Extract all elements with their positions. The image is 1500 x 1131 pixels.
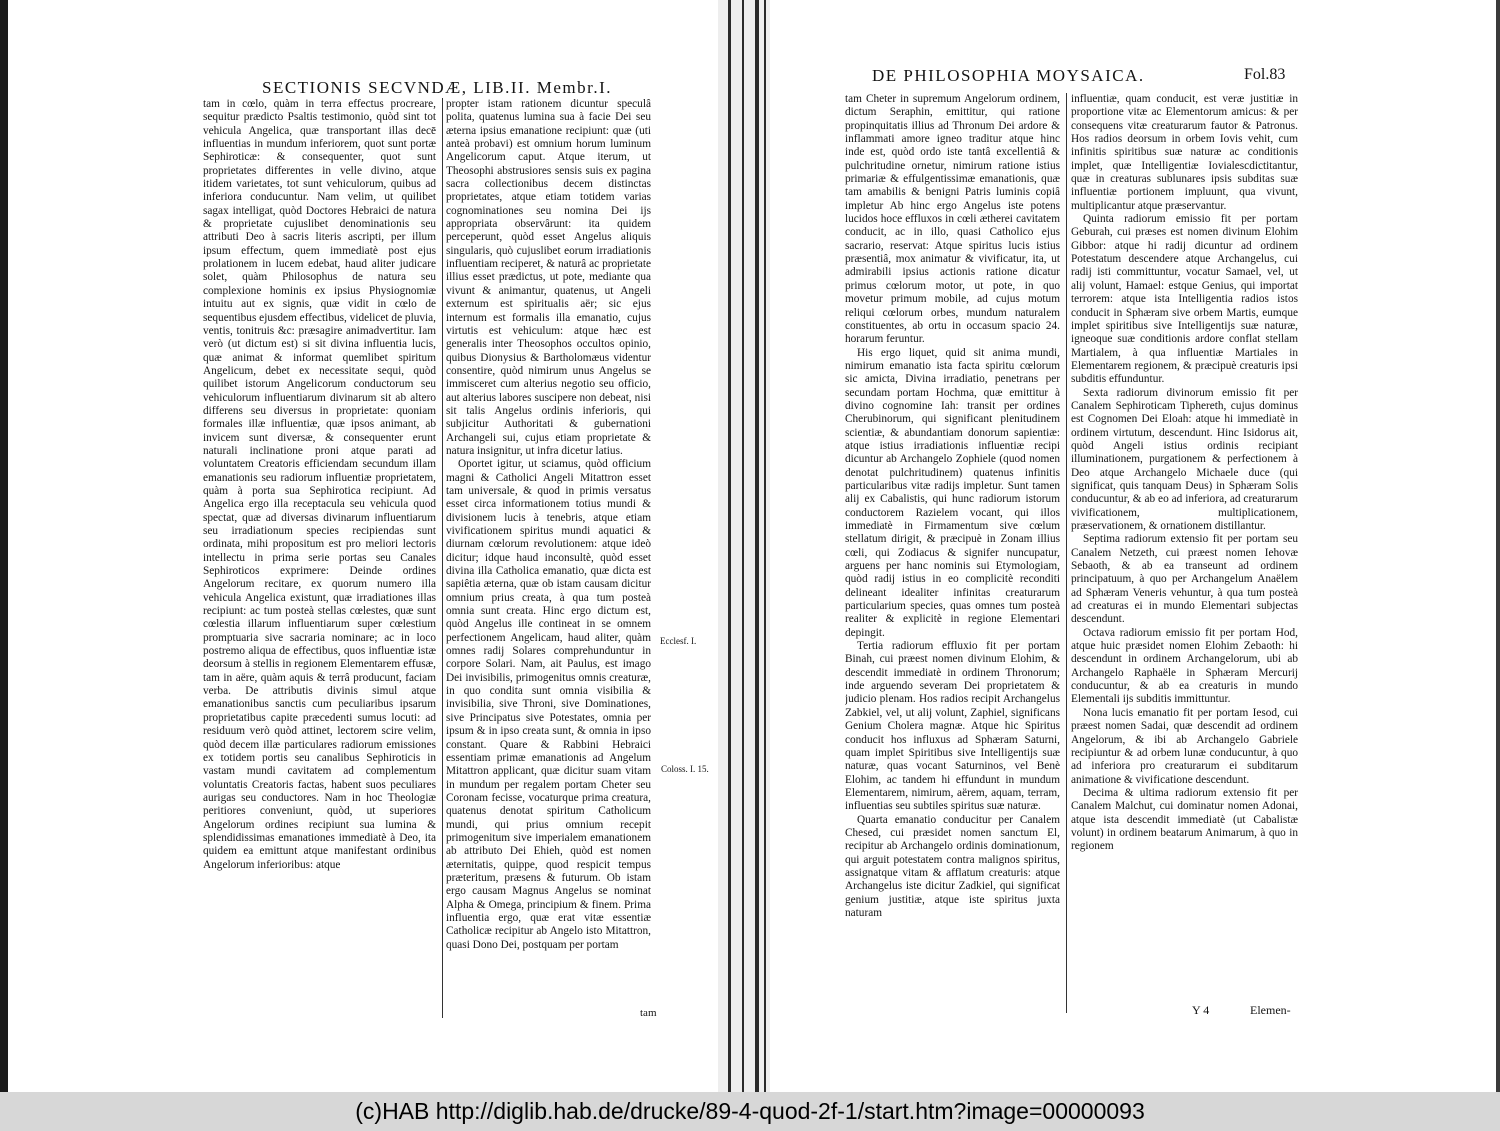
book-gutter	[718, 0, 770, 1092]
right-page-header: DE PHILOSOPHIA MOYSAICA.	[872, 66, 1145, 85]
paragraph: Tertia radiorum effluxio fit per portam Binah, cui præest nomen divinum Elohim, & descendit immediatè in ordinem Thronorum; inde arguendo severam Dei proprietatem & judicio plenam. Hos radios recipit Archangelus Zabkiel, vel, ut alij volunt, Zaphiel, significans Genium Cholera magnæ. Atque hic Spiritus conducit hos influxus ad Sphæram Saturni, quam implet Spiritibus sive Intelligentijs suæ naturæ, quas vocant Saturninos, vel Benè Elohim, ac tandem hi effundunt in mundum Elementarem, nimirum, aërem, aquam, terram, influentias seu subtiles spiritus suæ naturæ.	[845, 640, 1060, 813]
gutter-shadow	[742, 0, 744, 1092]
left-page-column-1	[203, 98, 436, 1010]
paragraph: His ergo liquet, quid sit anima mundi, nimirum emanatio ista facta spiritu cœlorum sic amicta, Divina irradiatio, penetrans per secundam portam Hochma, quæ emittitur à divino cognomine Iah: transit per ordines Cherubinorum, qui significant plenitudinem scientiæ, & abundantiam donorum sapientiæ: atque istius irradiationis influentiæ recipi dicuntur ab Archangelo Zophiele (quod nomen denotat pulchritudinem) quatenus infinitis particularibus vitæ radijs impletur. Sunt tamen alij ex Cabalistis, qui hunc radiorum istorum conductorem Razielem vocant, qui illos immediatè in Firmamentum sive cœlum stellatum dirigit, & præcipuè in Zonam illius cœli, qui Zodiacus & signifer nuncupatur, arguens per hanc nominis sui Etymologiam, quòd radij istius in eo complicitè reconditi delineant idealiter infinitas creaturarum particularium species, quas omnes tum posteà realiter & explicitè in regione Elementari depingit.	[845, 346, 1060, 639]
signature-mark: Y 4	[1192, 1003, 1210, 1017]
right-page-column-2	[1071, 93, 1298, 993]
paragraph: Decima & ultima radiorum extensio fit per Canalem Malchut, cui dominatur nomen Adonai, atque ista descendit immediatè (ut Cabalistæ volunt) in ordinem beatarum Animarum, à quo in regionem	[1071, 786, 1298, 853]
copyright-banner	[0, 1092, 1500, 1131]
paragraph: Quinta radiorum emissio fit per portam Geburah, cui præses est nomen divinum Elohim Gibbor: atque hi radij dicuntur ad ordinem Potestatum descendere atque Archangelus, cui radij isti committuntur, vocatur Samael, vel, ut alij volunt, Hamael: estque Genius, qui importat terrorem: atque ista Intelligentia radios istos conducit in Sphæram sive orbem Martis, eumque implet spiritibus sive Intelligentijs suæ naturæ, igneoque suæ conditionis ardore conflat stellam Martialem, à qua influentiæ Martiales in Elementarem regionem, & præcipuè creaturis ipsi subditis effunduntur.	[1071, 213, 1298, 386]
margin-note: Coloss. I. 15.	[661, 764, 709, 774]
gutter-shadow	[755, 0, 759, 1092]
catchword: tam	[640, 1007, 657, 1019]
catchword: Elemen-	[1250, 1003, 1291, 1017]
copyright-text: (c)HAB http://diglib.hab.de/drucke/89-4-quod-2f-1/start.htm?image=00000093	[355, 1098, 1145, 1124]
paragraph: influentiæ, quam conducit, est veræ justitiæ in proportione vitæ ac Elementorum amicus: & per consequens vitæ creaturarum fautor & Patronus. Hos radios deorsum in orbem Iovis vehit, cum infinitis spiritibus suæ naturæ ac conditionis implet, quæ Intelligentiæ Iovialescdictitantur, quæ in creaturas sublunares ipsis subditas suæ influentiæ portionem impluunt, qua vivunt, multiplicantur atque præservantur.	[1071, 93, 1298, 212]
gutter-shadow	[728, 0, 731, 1092]
gutter-shadow	[764, 0, 766, 1092]
paragraph: Septima radiorum extensio fit per portam seu Canalem Netzeth, cui præest nomen Iehovæ Sebaoth, & ab ea transeunt ad ordinem principatuum, à quo per Archangelum Anaëlem ad Sphæram Veneris vehuntur, à qua tum posteà ad creaturas ei in mundo Elementari subjectas descendunt.	[1071, 533, 1298, 626]
right-page-edge	[1496, 0, 1500, 1092]
paragraph: Quarta emanatio conducitur per Canalem Chesed, cui præsidet nomen sanctum El, recipitur ab Archangelo ordinis dominationum, qui arguit potestatem contra malignos spiritus, assignatque vitam & afflatum creaturis: atque Archangelus iste dicitur Zadkiel, qui significat genium justitiæ, atque iste spiritus juxta naturam	[845, 813, 1060, 919]
folio-number: Fol.83	[1244, 66, 1286, 83]
paragraph: tam Cheter in supremum Angelorum ordinem, dictum Seraphin, emittitur, qui ratione propinquitatis illius ad Thronum Dei ardore & inflammati amore igneo traditur atque hinc inde est, quòd ordo iste tantâ excellentiâ & pulchritudine ornetur, nimirum ratione istius primariæ & effulgentissimæ emanationis, quæ tam amabilis & benigni Patris luminis copiâ impletur Ab hinc ergo Angelus iste potens lucidos hoce effluxos in cœli ætherei cavitatem conducit, ac in illo, quasi Catholico ejus sacrario, reservat: Atque spiritus lucis istius præsentiâ, mox animatur & vivificatur, ita, ut admirabili ipsius actionis ratione dicatur primus cœlorum motor, ut pote, in quo movetur primum mobile, ad cujus motum reliqui cœlorum orbes, mundum naturalem constituentes, ab ortu in occasum spacio 24. horarum feruntur.	[845, 93, 1060, 346]
left-page-column-2	[446, 98, 651, 1022]
left-page-edge	[0, 0, 8, 1092]
paragraph: Oportet igitur, ut sciamus, quòd officium magni & Catholici Angeli Mitattron esset tam universale, & quod in primis versatus esset circa informationem totius mundi & divisionem lucis à tenebris, atque etiam vivificationem spiritus mundi aquatici & diurnam cœlorum revolutionem: atque ideò dicitur; idque haud inconsultè, quòd esset divina illa Catholica emanatio, quæ dicta est sapiêtia æterna, quæ ob istam causam dicitur omnium prius creata, à qua tum posteà omnia sunt creata. Hinc ergo dictum est, quòd Angelus ille contineat in se omnem perfectionem Angelicam, haud aliter, quàm omnes radij Solares comprehunduntur in corpore Solari. Nam, ait Paulus, est imago Dei invisibilis, primogenitus omnis creaturæ, in quo condita sunt omnia visibilia & invisibilia, sive Throni, sive Dominationes, sive Principatus sive Potestates, omnia per ipsum & in ipso creata sunt, & omnia in ipso constant. Quare & Rabbini Hebraici essentiam primæ emanationis ad Angelum Mitattron applicant, quæ dicitur suam vitam in mundum per regalem portam Cheter seu Coronam fecisse, vocaturque prima creatura, quatenus denotat spiritum Catholicum mundi, qui prius omnium recepit primogenitum sive imperialem emanationem ab attributo Dei Ehieh, quòd est nomen æternitatis, quippe, quod respicit tempus præteritum, præsens & futurum. Ob istam ergo causam Magnus Angelus se nominat Alpha & Omega, principium & finem. Prima influentia ergo, quæ erat vitæ essentiæ Catholicæ recipitur ab Angelo isto Mitattron, quasi Dono Dei, postquam per portam	[446, 458, 651, 951]
paragraph: Nona lucis emanatio fit per portam Iesod, cui præest nomen Sadai, quæ descendit ad ordinem Angelorum, & ibi ab Archangelo Gabriele recipiuntur & ad orbem lunæ conducuntur, à quo ad inferiora pro creaturarum ei subditarum animatione & vivificatione descendunt.	[1071, 706, 1298, 786]
paragraph: tam in cœlo, quàm in terra effectus procreare, sequitur prædicto Psaltis testimonio, quòd sint tot vehicula Angelica, quæ transportant illas decē influentias in mundum inferiorem, quot sunt portæ Sephiroticæ: & consequenter, quot sunt proprietates differentes in velle divino, atque itidem varietates, tot sunt vehiculorum, quibus ad inferiora conducuntur. Nam velim, ut quilibet sagax intelligat, quòd Doctores Hebraici de natura & proprietate cujuslibet denominationis seu attributi Deo à sacris literis ascripti, per illum ipsum effectum, quem immediatè post ejus prolationem in lucem edebat, haud aliter judicare solet, quàm Philosophus de natura seu complexione hominis ex ipsius Physiognomiæ intuitu aut ex signis, quæ vidit in cœlo de sequentibus ejusdem effectibus, videlicet de pluvia, ventis, tonitruis &c: præsagire animadvertitur. Iam verò (ut dictum est) si sit divina influentia lucis, quæ animat & informat quemlibet spiritum Angelicum, debet ex necessitate sequi, quòd quilibet istorum Angelicorum conductorum seu vehiculorum influentiarum divinarum sit ab altero differens seu diversus in proprietate: quoniam formales illæ influentiæ, quæ ipsos animant, ab invicem sunt diversæ, & consequenter erunt naturali inclinatione proni atque parati ad voluntatem Creatoris efficiendam secundum illam emanationis seu radiorum influentiæ proprietatem, quàm à porta sua Sephirotica recipiunt. Ad Angelica ergo illa receptacula seu vehicula quod spectat, quæ ad diversas divinarum influentiarum seu irradiationum species recipiendas sunt ordinata, mihi propositum est pro meliori lectoris intellectu in prima serie portas seu Canales Sephiroticos exprimere: Deinde ordines Angelorum recitare, ex quorum numero illa vehicula Angelica existunt, quæ irradiationes illas recipiunt: ac tum posteà stellas cœlestes, quæ sunt cœlestia illarum influentiarum super cœlestium promptuaria sive sacraria nominare; ac in loco postremo aliqua de effectibus, quos influentiæ istæ deorsum à stellis in regionem Elementarem effusæ, tam in aëre, quàm aquis & terrâ producunt, faciam verba. De attributis divinis simul atque emanationibus sanctis cum peculiaribus ipsarum proprietatibus capite præcedenti sumus locuti: ad residuum verò quòd attinet, lectorem scire velim, quòd decem illæ particulares radiorum emissiones ex totidem portis seu canalibus Sephiroticis in vastam mundi cavitatem ad complementum voluntatis Creatoris factas, habent suos peculiares aurigas seu conductores. Nam in hoc Theologiæ peritiores conveniunt, quòd, ut superiores Angelorum ordines recipiunt sua lumina & splendidissimas emanationes immediatè à Deo, ita quidem ea emittunt atque manifestant ordinibus Angelorum inferioribus: atque	[203, 98, 436, 871]
paragraph: Sexta radiorum divinorum emissio fit per Canalem Sephiroticam Tiphereth, cujus dominus est Cognomen Dei Eloah: atque hi immediatè in ordinem virtutum, descendunt. Hinc Isidorus ait, quòd Angeli istius ordinis recipiant illuminationem, purgationem & perfectionem à Deo atque Archangelo Michaele duce (qui significat, quis tanquam Deus) in Sphæram Solis conducuntur, & ab eo ad inferiora, ad creaturarum vivificationem, multiplicationem, præservationem, & ornationem distillantur.	[1071, 386, 1298, 532]
paragraph: Octava radiorum emissio fit per portam Hod, atque huic præsidet nomen Elohim Zebaoth: hi descendunt in ordinem Archangelorum, ubi ab Archangelo Raphaële in Sphæram Mercurij conducuntur, & ab ea creaturis in mundo Elementali ijs subditis immittuntur.	[1071, 626, 1298, 706]
paragraph: propter istam rationem dicuntur speculâ polita, quatenus lumina sua à facie Dei seu æterna ipsius emanatione recipiunt: quæ (uti anteà probavi) est omnium horum luminum Angelicorum caput. Atque iterum, ut Theosophi abstrusiores sensis suis ex pagina sacra collectionibus decem distinctas proprietates, atque etiam totidem varias cognominationes seu nomina Dei ijs appropriata observârunt: ita quidem perceperunt, quòd esset Angelus aliquis singularis, quò cujuslibet eorum irradiationis influentiam reciperet, & naturâ ac proprietate illius esset prædictus, ut pote, mediante qua vivunt & animantur, quatenus, ut Angeli externum est spiritualis aër; sic ejus internum est formalis illa emanatio, cujus virtutis est vehiculum: atque hæc est generalis inter Theosophos occultos opinio, quibus Dionysius & Bartholomæus videntur consentire, quòd nimirum unus Angelus se immisceret cum alterius negotio seu officio, aut alterius labores suscipere non debeat, nisi sit talis Angelus ordinis inferioris, qui subjicitur Authoritati & gubernationi Archangeli sui, cujus etiam proprietate & natura insignitur, ut infra dicetur latius.	[446, 98, 651, 457]
left-page-header: SECTIONIS SECVNDÆ, LIB.II. Membr.I.	[262, 78, 612, 97]
right-page-column-1	[845, 93, 1060, 1005]
column-divider	[1066, 93, 1067, 1013]
margin-note: Ecclesf. I.	[660, 636, 697, 646]
column-divider	[442, 98, 443, 1018]
